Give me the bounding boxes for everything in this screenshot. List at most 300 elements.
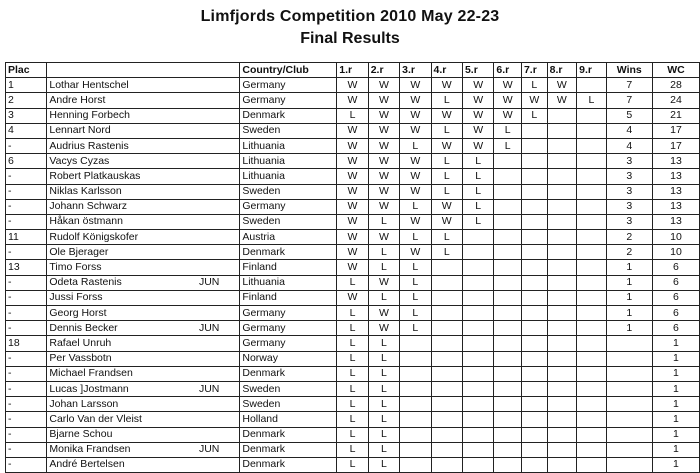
round-2-result: L bbox=[368, 397, 399, 412]
round-2-result: W bbox=[368, 78, 399, 93]
wins-cell: 2 bbox=[606, 245, 652, 260]
round-5-result bbox=[462, 336, 493, 351]
table-row bbox=[6, 78, 700, 93]
round-1-result: W bbox=[337, 230, 368, 245]
round-4-result bbox=[431, 290, 462, 305]
round-3-result: W bbox=[400, 169, 431, 184]
round-7-result bbox=[521, 123, 547, 138]
round-8-result bbox=[547, 366, 577, 381]
round-7-result bbox=[521, 290, 547, 305]
header-row bbox=[6, 63, 700, 78]
round-5-result: L bbox=[462, 184, 493, 199]
round-1-result: W bbox=[337, 93, 368, 108]
round-8-result bbox=[547, 154, 577, 169]
round-1-result: L bbox=[337, 366, 368, 381]
round-6-result: L bbox=[494, 138, 522, 153]
table-row bbox=[6, 138, 700, 153]
name-cell bbox=[47, 427, 240, 442]
round-7-result: L bbox=[521, 78, 547, 93]
wins-cell bbox=[606, 381, 652, 396]
place-cell: - bbox=[6, 381, 47, 396]
round-1-result: L bbox=[337, 108, 368, 123]
header-round-8: 8.r bbox=[547, 63, 577, 78]
table-row bbox=[6, 214, 700, 229]
place-cell: 13 bbox=[6, 260, 47, 275]
round-3-result bbox=[400, 442, 431, 457]
round-8-result bbox=[547, 351, 577, 366]
round-6-result bbox=[494, 412, 522, 427]
round-8-result bbox=[547, 184, 577, 199]
wc-cell: 1 bbox=[652, 381, 699, 396]
round-7-result bbox=[521, 214, 547, 229]
table-row bbox=[6, 154, 700, 169]
round-4-result: L bbox=[431, 123, 462, 138]
round-4-result bbox=[431, 442, 462, 457]
wins-cell bbox=[606, 397, 652, 412]
player-name: Bjarne Schou bbox=[49, 428, 113, 441]
table-row bbox=[6, 412, 700, 427]
round-1-result: L bbox=[337, 336, 368, 351]
round-5-result bbox=[462, 230, 493, 245]
name-cell bbox=[47, 306, 240, 321]
round-4-result bbox=[431, 366, 462, 381]
player-name: Carlo Van der Vleist bbox=[49, 412, 142, 425]
wc-cell: 13 bbox=[652, 199, 699, 214]
round-9-result bbox=[577, 154, 607, 169]
round-7-result bbox=[521, 351, 547, 366]
country-cell: Denmark bbox=[240, 457, 337, 472]
round-8-result bbox=[547, 230, 577, 245]
wc-cell: 17 bbox=[652, 138, 699, 153]
round-1-result: W bbox=[337, 154, 368, 169]
player-name: Rudolf Königskofer bbox=[49, 230, 139, 243]
document-title: Limfjords Competition 2010 May 22-23 bbox=[200, 8, 500, 25]
player-name: Ole Bjerager bbox=[49, 245, 109, 258]
round-5-result bbox=[462, 412, 493, 427]
wc-cell: 6 bbox=[652, 260, 699, 275]
round-5-result bbox=[462, 442, 493, 457]
wc-cell: 21 bbox=[652, 108, 699, 123]
round-7-result: L bbox=[521, 108, 547, 123]
header-round-4: 4.r bbox=[431, 63, 462, 78]
country-cell: Sweden bbox=[240, 397, 337, 412]
place-cell: - bbox=[6, 199, 47, 214]
round-3-result: W bbox=[400, 184, 431, 199]
round-5-result: L bbox=[462, 154, 493, 169]
round-4-result bbox=[431, 336, 462, 351]
country-cell: Denmark bbox=[240, 245, 337, 260]
table-row bbox=[6, 457, 700, 472]
round-1-result: L bbox=[337, 442, 368, 457]
round-7-result: W bbox=[521, 93, 547, 108]
round-5-result: W bbox=[462, 93, 493, 108]
round-2-result: L bbox=[368, 381, 399, 396]
name-cell bbox=[47, 397, 240, 412]
header-wc: WC bbox=[652, 63, 699, 78]
place-cell: 1 bbox=[6, 78, 47, 93]
table-row bbox=[6, 366, 700, 381]
round-6-result bbox=[494, 457, 522, 472]
junior-tag: JUN bbox=[198, 276, 220, 289]
table-row bbox=[6, 442, 700, 457]
country-cell: Denmark bbox=[240, 366, 337, 381]
round-5-result bbox=[462, 306, 493, 321]
place-cell: - bbox=[6, 169, 47, 184]
results-table bbox=[5, 62, 700, 473]
round-6-result bbox=[494, 427, 522, 442]
wc-cell: 6 bbox=[652, 306, 699, 321]
country-cell: Lithuania bbox=[240, 154, 337, 169]
wc-cell: 1 bbox=[652, 442, 699, 457]
round-7-result bbox=[521, 154, 547, 169]
round-4-result bbox=[431, 260, 462, 275]
round-6-result bbox=[494, 275, 522, 290]
round-1-result: L bbox=[337, 397, 368, 412]
wc-cell: 28 bbox=[652, 78, 699, 93]
player-name: Johan Larsson bbox=[49, 397, 119, 410]
country-cell: Germany bbox=[240, 199, 337, 214]
round-5-result bbox=[462, 290, 493, 305]
place-cell: - bbox=[6, 184, 47, 199]
wc-cell: 13 bbox=[652, 214, 699, 229]
round-6-result bbox=[494, 199, 522, 214]
round-3-result: W bbox=[400, 245, 431, 260]
round-7-result bbox=[521, 169, 547, 184]
round-5-result bbox=[462, 245, 493, 260]
place-cell: - bbox=[6, 290, 47, 305]
round-5-result bbox=[462, 366, 493, 381]
table-row bbox=[6, 108, 700, 123]
wins-cell bbox=[606, 366, 652, 381]
round-8-result bbox=[547, 306, 577, 321]
country-cell: Denmark bbox=[240, 108, 337, 123]
round-2-result: L bbox=[368, 457, 399, 472]
round-8-result: W bbox=[547, 78, 577, 93]
name-cell bbox=[47, 442, 240, 457]
wins-cell bbox=[606, 427, 652, 442]
round-9-result bbox=[577, 457, 607, 472]
round-3-result: L bbox=[400, 260, 431, 275]
round-6-result bbox=[494, 381, 522, 396]
wins-cell: 1 bbox=[606, 260, 652, 275]
round-6-result: W bbox=[494, 93, 522, 108]
wc-cell: 13 bbox=[652, 154, 699, 169]
player-name: Lennart Nord bbox=[49, 124, 111, 137]
round-7-result bbox=[521, 366, 547, 381]
round-2-result: W bbox=[368, 169, 399, 184]
wins-cell: 3 bbox=[606, 199, 652, 214]
round-7-result bbox=[521, 275, 547, 290]
wins-cell bbox=[606, 457, 652, 472]
header-round-5: 5.r bbox=[462, 63, 493, 78]
name-cell bbox=[47, 169, 240, 184]
round-3-result bbox=[400, 427, 431, 442]
wins-cell: 4 bbox=[606, 138, 652, 153]
name-cell bbox=[47, 366, 240, 381]
wc-cell: 6 bbox=[652, 321, 699, 336]
round-1-result: L bbox=[337, 275, 368, 290]
wc-cell: 10 bbox=[652, 230, 699, 245]
wins-cell: 1 bbox=[606, 290, 652, 305]
wins-cell: 7 bbox=[606, 93, 652, 108]
wc-cell: 24 bbox=[652, 93, 699, 108]
wins-cell: 7 bbox=[606, 78, 652, 93]
round-8-result bbox=[547, 260, 577, 275]
country-cell: Germany bbox=[240, 78, 337, 93]
round-6-result: W bbox=[494, 108, 522, 123]
round-9-result bbox=[577, 412, 607, 427]
round-5-result: L bbox=[462, 214, 493, 229]
round-6-result bbox=[494, 306, 522, 321]
round-5-result: L bbox=[462, 199, 493, 214]
player-name: Lothar Hentschel bbox=[49, 78, 129, 91]
name-cell bbox=[47, 230, 240, 245]
wc-cell: 10 bbox=[652, 245, 699, 260]
round-1-result: W bbox=[337, 260, 368, 275]
round-8-result bbox=[547, 199, 577, 214]
round-2-result: L bbox=[368, 245, 399, 260]
round-3-result: L bbox=[400, 290, 431, 305]
table-row bbox=[6, 169, 700, 184]
round-8-result bbox=[547, 427, 577, 442]
round-3-result: L bbox=[400, 199, 431, 214]
wc-cell: 1 bbox=[652, 351, 699, 366]
round-4-result bbox=[431, 457, 462, 472]
junior-tag: JUN bbox=[198, 382, 220, 395]
wc-cell: 17 bbox=[652, 123, 699, 138]
country-cell: Germany bbox=[240, 336, 337, 351]
round-1-result: W bbox=[337, 123, 368, 138]
round-8-result bbox=[547, 290, 577, 305]
round-7-result bbox=[521, 427, 547, 442]
round-3-result: L bbox=[400, 230, 431, 245]
results-body bbox=[6, 78, 700, 473]
round-6-result bbox=[494, 366, 522, 381]
round-1-result: L bbox=[337, 381, 368, 396]
player-name: Timo Forss bbox=[49, 261, 102, 274]
round-2-result: W bbox=[368, 275, 399, 290]
round-2-result: W bbox=[368, 154, 399, 169]
table-row bbox=[6, 275, 700, 290]
round-8-result bbox=[547, 138, 577, 153]
wins-cell bbox=[606, 442, 652, 457]
round-2-result: L bbox=[368, 290, 399, 305]
wins-cell: 2 bbox=[606, 230, 652, 245]
round-3-result: L bbox=[400, 321, 431, 336]
wc-cell: 1 bbox=[652, 366, 699, 381]
round-9-result bbox=[577, 275, 607, 290]
round-9-result bbox=[577, 336, 607, 351]
name-cell bbox=[47, 184, 240, 199]
player-name: Georg Horst bbox=[49, 306, 107, 319]
round-5-result bbox=[462, 321, 493, 336]
round-4-result bbox=[431, 397, 462, 412]
round-4-result: L bbox=[431, 230, 462, 245]
round-6-result bbox=[494, 260, 522, 275]
place-cell: 11 bbox=[6, 230, 47, 245]
round-1-result: L bbox=[337, 321, 368, 336]
round-4-result bbox=[431, 275, 462, 290]
round-3-result bbox=[400, 457, 431, 472]
name-cell bbox=[47, 290, 240, 305]
place-cell: - bbox=[6, 427, 47, 442]
country-cell: Austria bbox=[240, 230, 337, 245]
round-1-result: L bbox=[337, 427, 368, 442]
round-9-result bbox=[577, 351, 607, 366]
round-6-result bbox=[494, 184, 522, 199]
table-row bbox=[6, 260, 700, 275]
player-name: Per Vassbotn bbox=[49, 352, 112, 365]
round-7-result bbox=[521, 381, 547, 396]
wc-cell: 13 bbox=[652, 184, 699, 199]
round-6-result bbox=[494, 336, 522, 351]
round-7-result bbox=[521, 245, 547, 260]
place-cell: - bbox=[6, 321, 47, 336]
wc-cell: 1 bbox=[652, 412, 699, 427]
round-2-result: L bbox=[368, 351, 399, 366]
round-5-result: W bbox=[462, 108, 493, 123]
round-9-result bbox=[577, 108, 607, 123]
round-2-result: W bbox=[368, 321, 399, 336]
round-3-result: W bbox=[400, 108, 431, 123]
round-4-result: W bbox=[431, 78, 462, 93]
name-cell bbox=[47, 245, 240, 260]
country-cell: Lithuania bbox=[240, 138, 337, 153]
round-9-result bbox=[577, 138, 607, 153]
country-cell: Lithuania bbox=[240, 275, 337, 290]
round-9-result bbox=[577, 169, 607, 184]
round-2-result: L bbox=[368, 427, 399, 442]
name-cell bbox=[47, 138, 240, 153]
round-6-result: L bbox=[494, 123, 522, 138]
header-round-9: 9.r bbox=[577, 63, 607, 78]
round-5-result bbox=[462, 275, 493, 290]
round-1-result: L bbox=[337, 351, 368, 366]
header-name bbox=[47, 63, 240, 78]
player-name: Niklas Karlsson bbox=[49, 185, 122, 198]
round-2-result: L bbox=[368, 260, 399, 275]
wc-cell: 13 bbox=[652, 169, 699, 184]
round-9-result bbox=[577, 366, 607, 381]
round-5-result bbox=[462, 427, 493, 442]
round-2-result: W bbox=[368, 184, 399, 199]
place-cell: - bbox=[6, 351, 47, 366]
wc-cell: 1 bbox=[652, 397, 699, 412]
round-9-result bbox=[577, 230, 607, 245]
name-cell bbox=[47, 154, 240, 169]
player-name: Monika Frandsen bbox=[49, 443, 131, 456]
wins-cell: 3 bbox=[606, 154, 652, 169]
player-name: Dennis Becker bbox=[49, 321, 118, 334]
round-8-result bbox=[547, 245, 577, 260]
wins-cell: 3 bbox=[606, 184, 652, 199]
round-9-result bbox=[577, 199, 607, 214]
round-4-result bbox=[431, 381, 462, 396]
table-row bbox=[6, 245, 700, 260]
table-row bbox=[6, 123, 700, 138]
round-6-result bbox=[494, 351, 522, 366]
player-name: Rafael Unruh bbox=[49, 336, 112, 349]
round-7-result bbox=[521, 412, 547, 427]
place-cell: - bbox=[6, 138, 47, 153]
round-2-result: L bbox=[368, 442, 399, 457]
document-subtitle: Final Results bbox=[300, 30, 400, 47]
round-4-result: W bbox=[431, 138, 462, 153]
header-plac: Plac bbox=[6, 63, 47, 78]
round-9-result bbox=[577, 214, 607, 229]
player-name: Michael Frandsen bbox=[49, 367, 133, 380]
player-name: Andre Horst bbox=[49, 93, 106, 106]
round-2-result: L bbox=[368, 412, 399, 427]
wins-cell bbox=[606, 412, 652, 427]
round-9-result bbox=[577, 321, 607, 336]
round-9-result: L bbox=[577, 93, 607, 108]
round-9-result bbox=[577, 245, 607, 260]
name-cell bbox=[47, 336, 240, 351]
round-1-result: W bbox=[337, 78, 368, 93]
round-4-result bbox=[431, 427, 462, 442]
player-name: Odeta Rastenis bbox=[49, 276, 122, 289]
round-1-result: W bbox=[337, 214, 368, 229]
round-3-result bbox=[400, 366, 431, 381]
round-9-result bbox=[577, 260, 607, 275]
round-3-result: W bbox=[400, 154, 431, 169]
country-cell: Denmark bbox=[240, 442, 337, 457]
round-9-result bbox=[577, 123, 607, 138]
round-3-result: L bbox=[400, 275, 431, 290]
round-7-result bbox=[521, 397, 547, 412]
round-2-result: W bbox=[368, 230, 399, 245]
round-3-result bbox=[400, 397, 431, 412]
round-2-result: L bbox=[368, 366, 399, 381]
wins-cell bbox=[606, 336, 652, 351]
country-cell: Sweden bbox=[240, 214, 337, 229]
round-9-result bbox=[577, 306, 607, 321]
round-4-result: L bbox=[431, 154, 462, 169]
wins-cell: 3 bbox=[606, 214, 652, 229]
round-3-result bbox=[400, 412, 431, 427]
round-6-result bbox=[494, 230, 522, 245]
wc-cell: 6 bbox=[652, 275, 699, 290]
round-8-result bbox=[547, 442, 577, 457]
place-cell: - bbox=[6, 412, 47, 427]
wins-cell bbox=[606, 351, 652, 366]
name-cell bbox=[47, 351, 240, 366]
round-6-result bbox=[494, 397, 522, 412]
player-name: Audrius Rastenis bbox=[49, 139, 129, 152]
round-6-result bbox=[494, 169, 522, 184]
place-cell: 6 bbox=[6, 154, 47, 169]
round-1-result: L bbox=[337, 457, 368, 472]
country-cell: Finland bbox=[240, 260, 337, 275]
round-2-result: W bbox=[368, 93, 399, 108]
round-8-result bbox=[547, 169, 577, 184]
round-9-result bbox=[577, 184, 607, 199]
round-6-result bbox=[494, 154, 522, 169]
table-row bbox=[6, 321, 700, 336]
round-2-result: L bbox=[368, 336, 399, 351]
header-round-7: 7.r bbox=[521, 63, 547, 78]
round-6-result: W bbox=[494, 78, 522, 93]
round-8-result bbox=[547, 214, 577, 229]
table-row bbox=[6, 199, 700, 214]
round-1-result: L bbox=[337, 306, 368, 321]
table-row bbox=[6, 336, 700, 351]
place-cell: - bbox=[6, 306, 47, 321]
country-cell: Sweden bbox=[240, 123, 337, 138]
wins-cell: 1 bbox=[606, 321, 652, 336]
round-4-result bbox=[431, 412, 462, 427]
